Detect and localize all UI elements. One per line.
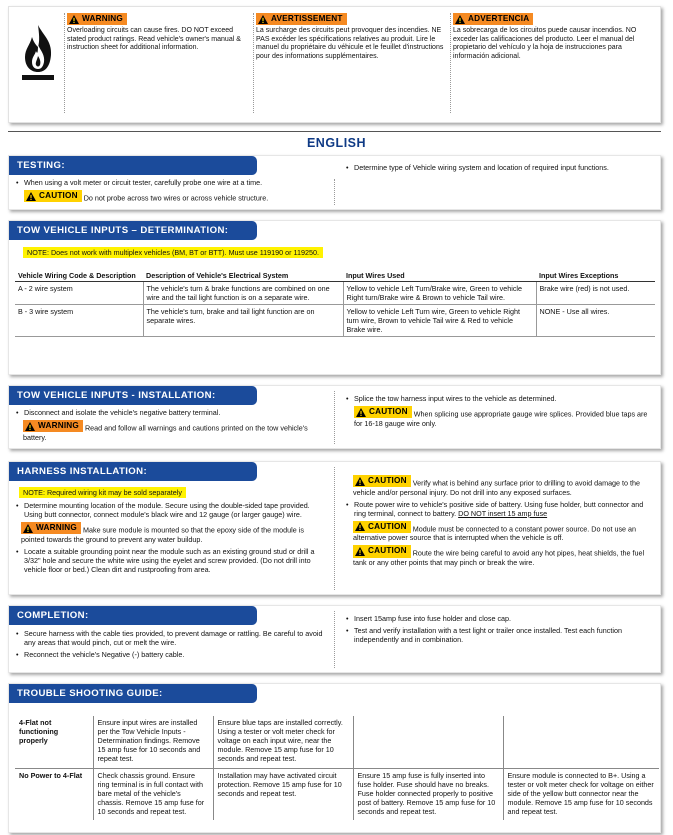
column-header: Input Wires Exceptions xyxy=(536,270,655,282)
completion-section xyxy=(8,605,661,673)
table-cell: Ensure input wires are installed per the Tow Vehicle Inputs - Determination findings. Remove 15 amp fuse for 10 seconds and repeat test. xyxy=(93,716,213,768)
harness-bullet: • Locate a suitable grounding point near the module such as an existing ground stud or drill a 3/32" hole and secure the white wire using the eyelet and screw provided. (Do not drill into vehicle floor or bed.) Clean dirt and rustproofing from area. xyxy=(15,547,327,574)
completion-bullet: • Secure harness with the cable ties provided, to prevent damage or rattling. Be careful to avoid any areas that would pinch, cut or melt the wire. xyxy=(15,629,327,647)
table-row xyxy=(15,305,655,337)
table-cell: Brake wire (red) is not used. xyxy=(536,282,655,305)
testing-section xyxy=(8,155,661,210)
completion-right-bullet: • Test and verify installation with a test light or trailer once installed. Test each function independently and in combination. xyxy=(345,626,655,644)
determination-section xyxy=(8,220,661,375)
table-cell: Yellow to vehicle Left Turn/Brake wire, Green to vehicle Right turn/Brake wire & Brown to vehicle Tail wire. xyxy=(343,282,536,305)
table-row xyxy=(15,768,659,820)
alert-triangle-icon xyxy=(355,477,365,486)
alert-triangle-icon xyxy=(23,524,33,533)
table-cell: The vehicle's turn & brake functions are combined on one wire and the tail light function is on a separate wire. xyxy=(143,282,343,305)
completion-bullet: • Reconnect the vehicle's Negative (-) battery cable. xyxy=(15,650,327,659)
alert-triangle-icon xyxy=(25,422,35,431)
table-cell: Check chassis ground. Ensure ring terminal is in full contact with bare metal of the vehicle's chassis. Remove 15 amp fuse for 10 seconds and repeat test. xyxy=(93,768,213,820)
flame-icon xyxy=(21,23,55,83)
problem-label: No Power to 4-Flat xyxy=(15,768,93,820)
warning-text-english: Overloading circuits can cause fires. DO NOT exceed stated product ratings. Read vehicle's owner's manual & instruction sheet for additional information. xyxy=(67,27,241,52)
warning-badge: WARNING xyxy=(23,420,83,432)
column-header: Description of Vehicle's Electrical System xyxy=(143,270,343,282)
table-cell: Yellow to vehicle Left Turn wire, Green to vehicle Right turn wire, Brown to vehicle Tail wire & Red to vehicle Brake wire. xyxy=(343,305,536,337)
table-header-row xyxy=(15,270,655,282)
table-cell: Ensure module is connected to B+. Using a tester or volt meter check for voltage on either side of the yellow butt connector near the module. Remove 15 amp fuse for 10 seconds and repeat test. xyxy=(507,770,654,816)
harness-bullet: • Determine mounting location of the module. Secure using the double-sided tape provided. Using butt connector, connect module's black wire and 12 gauge (or larger gauge) wire. xyxy=(15,501,327,519)
warning-text-french: La surcharge des circuits peut provoquer des incendies. NE PAS excéder les spécifications relatives au produit. Lire le manuel du propriétaire du véhicule et le feuillet d'instructions pour des informations supplémentaires. xyxy=(256,27,444,60)
problem-label: 4-Flat not functioning properly xyxy=(15,716,93,768)
table-cell: The vehicle's turn, brake and tail light function are on separate wires. xyxy=(143,305,343,337)
harness-caution: CAUTION Verify what is behind any surface prior to drilling to avoid damage to the vehicle and/or personal injury. Do not drill into any exposed surfaces. xyxy=(353,476,641,497)
avertissement-badge: AVERTISSEMENT xyxy=(256,13,347,25)
harness-caution: CAUTION Module must be connected to a constant power source. Do not use an alternative power source that is interrupted when the vehicle is off. xyxy=(353,521,637,543)
alert-triangle-icon xyxy=(69,15,79,24)
harness-caution: CAUTION Route the wire being careful to avoid any hot pipes, heat shields, the fuel tank or any other points that may pinch or break the wire. xyxy=(353,546,645,567)
caution-badge: CAUTION xyxy=(353,545,411,557)
caution-badge: CAUTION xyxy=(353,521,411,533)
language-title: ENGLISH xyxy=(306,136,367,150)
warning-spanish xyxy=(453,13,653,61)
installation-section xyxy=(8,385,661,449)
column-header: Vehicle Wiring Code & Description xyxy=(15,270,143,282)
table-cell: Ensure 15 amp fuse is fully inserted into fuse holder. Fuse should have no breaks. Fuse holder connected properly to positive post of battery. Remove 15 amp fuse for 10 seconds and repeat test. xyxy=(353,768,503,820)
divider xyxy=(8,131,661,132)
installation-bullet: • Disconnect and isolate the vehicle's negative battery terminal. xyxy=(15,408,327,417)
trouble-shooting-table xyxy=(15,716,659,820)
table-cell: Installation may have activated circuit protection. Remove 15 amp fuse for 10 seconds and repeat test. xyxy=(213,768,353,820)
alert-triangle-icon xyxy=(258,15,268,24)
alert-triangle-icon xyxy=(455,15,465,24)
harness-right-bullet: • Route power wire to vehicle's positive side of battery. Using fuse holder, butt connector and ring terminal, connect to battery. DO NOT insert 15 amp fuse xyxy=(345,500,655,518)
warning-badge: WARNING xyxy=(21,522,81,534)
warning-badge: WARNING xyxy=(67,13,127,25)
column-header: Input Wires Used xyxy=(343,270,536,282)
warning-text-spanish: La sobrecarga de los circuitos puede causar incendios. NO exceder las calificaciones del producto. Leer el manual del propietario del vehículo y la hoja de instrucciones para información adicional. xyxy=(453,27,637,60)
alert-triangle-icon xyxy=(356,408,366,417)
trouble-section xyxy=(8,683,661,833)
alert-triangle-icon xyxy=(355,547,365,556)
section-title: TESTING: xyxy=(9,156,257,175)
section-title: TOW VEHICLE INPUTS – DETERMINATION: xyxy=(9,221,257,240)
table-cell: A - 2 wire system xyxy=(15,282,143,305)
harness-section xyxy=(8,461,661,595)
multiplex-note: NOTE: Does not work with multiplex vehicles (BM, BT or BTT). Must use 119190 or 119250. xyxy=(23,247,323,258)
warning-panel xyxy=(8,6,661,123)
caution-badge: CAUTION xyxy=(354,406,412,418)
warning-french xyxy=(256,13,446,61)
table-cell: Ensure blue taps are installed correctly. Using a tester or volt meter check for voltage on each input wire, near the module. Remove 15 amp fuse for 10 seconds and repeat test. xyxy=(213,716,353,768)
caution-badge: CAUTION xyxy=(24,190,82,202)
harness-warning: WARNING Make sure module is mounted so that the epoxy side of the module is pointed towards the ground to prevent any water buildup. xyxy=(21,523,304,544)
section-title: HARNESS INSTALLATION: xyxy=(9,462,257,481)
installation-warning: WARNING Read and follow all warnings and cautions printed on the tow vehicle's battery. xyxy=(23,421,308,442)
table-cell: B - 3 wire system xyxy=(15,305,143,337)
advertencia-badge: ADVERTENCIA xyxy=(453,13,533,25)
installation-right-bullet: • Splice the tow harness input wires to the vehicle as determined. xyxy=(345,394,655,403)
wiring-kit-note: NOTE: Required wiring kit may be sold separately xyxy=(19,487,186,498)
section-title: TROUBLE SHOOTING GUIDE: xyxy=(9,684,257,703)
table-cell xyxy=(503,716,659,768)
table-cell: NONE - Use all wires. xyxy=(536,305,655,337)
section-title: TOW VEHICLE INPUTS - INSTALLATION: xyxy=(9,386,257,405)
wiring-determination-table xyxy=(15,270,655,337)
table-row xyxy=(15,716,659,768)
testing-bullet: • When using a volt meter or circuit tester, carefully probe one wire at a time. xyxy=(15,178,327,187)
section-title: COMPLETION: xyxy=(9,606,257,625)
caution-badge: CAUTION xyxy=(353,475,411,487)
testing-right-bullet: • Determine type of Vehicle wiring system and location of required input functions. xyxy=(345,163,655,172)
table-row xyxy=(15,282,655,305)
completion-right-bullet: • Insert 15amp fuse into fuse holder and close cap. xyxy=(345,614,655,623)
alert-triangle-icon xyxy=(26,192,36,201)
table-cell xyxy=(353,716,503,768)
testing-caution: CAUTION Do not probe across two wires or across vehicle structure. xyxy=(15,190,327,203)
alert-triangle-icon xyxy=(355,522,365,531)
warning-english xyxy=(67,13,250,53)
installation-caution: CAUTION When splicing use appropriate gauge wire splices. Provided blue taps are for 16-18 gauge wire only. xyxy=(354,407,648,428)
